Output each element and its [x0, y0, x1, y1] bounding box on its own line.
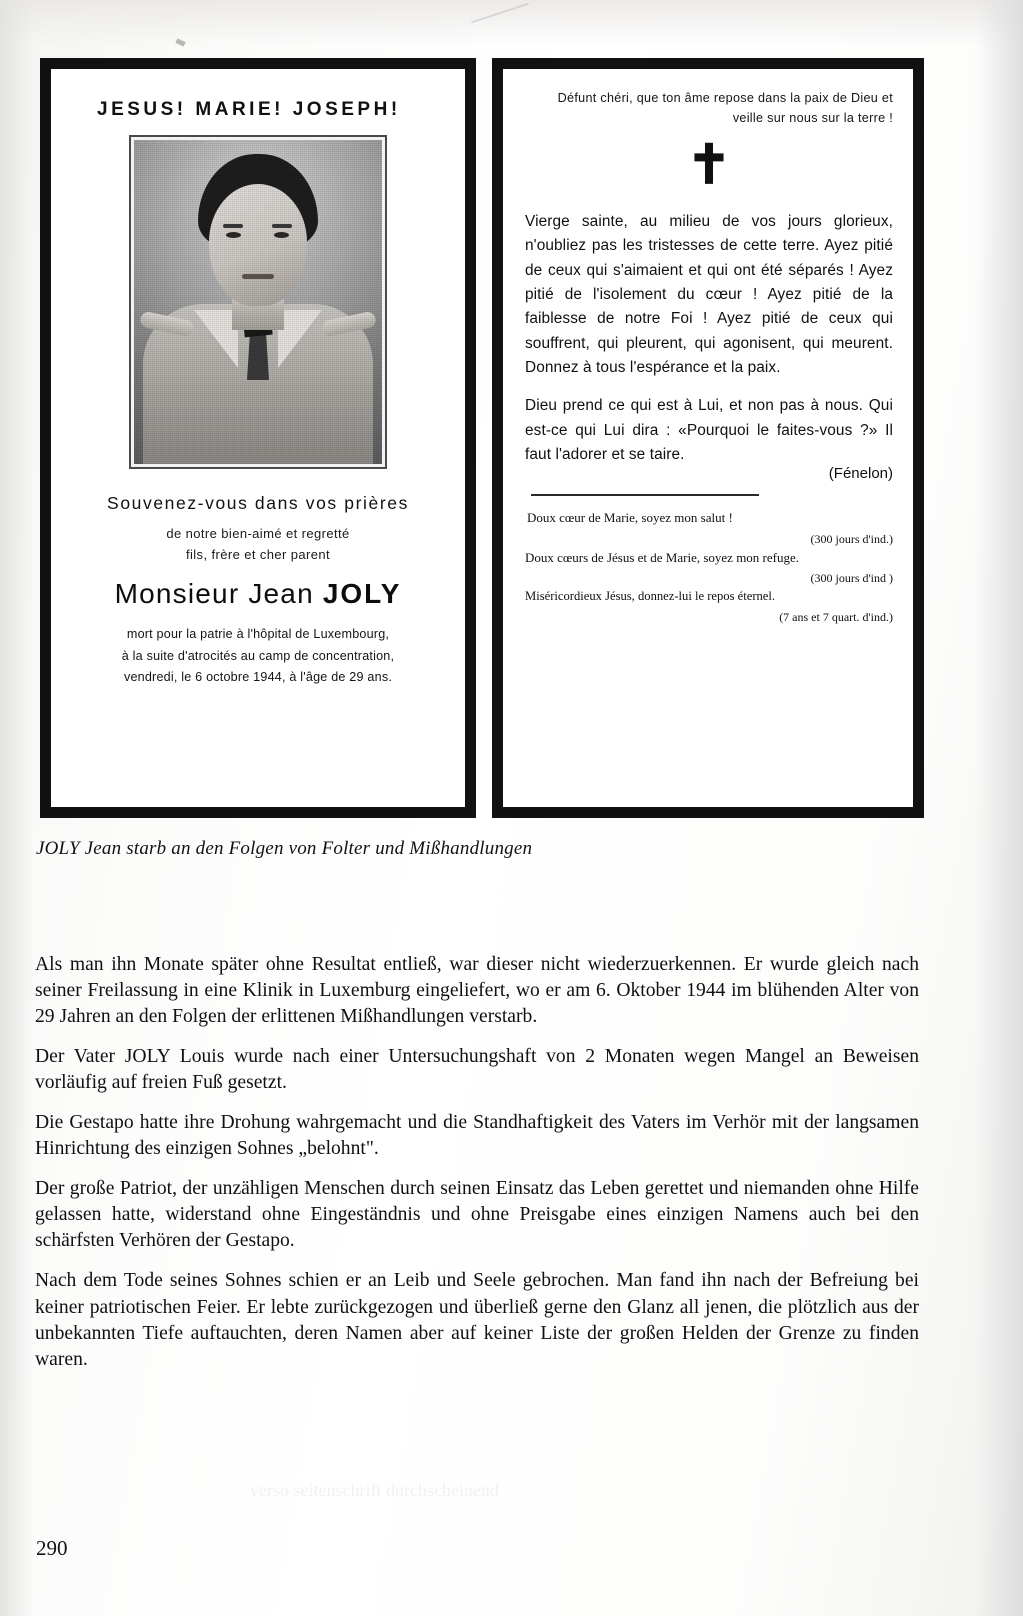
- portrait-epaulette-left: [139, 311, 195, 338]
- death-line-2: à la suite d'atrocités au camp de concentration,: [121, 648, 395, 663]
- figure-caption: JOLY Jean starb an den Folgen von Folter und Mißhandlungen: [36, 838, 533, 859]
- indulgence-note-1: (300 jours d'ind.): [810, 531, 893, 546]
- portrait-eye-left: [226, 232, 241, 238]
- death-line-3: vendredi, le 6 octobre 1944, à l'âge de 29 ans.: [123, 670, 393, 685]
- portrait-eyebrow-left: [223, 224, 243, 228]
- portrait-collar-right: [278, 310, 322, 368]
- body-paragraph: Als man ihn Monate später ohne Resultat entließ, war dieser nicht wiederzuerkennen. Er wurde gleich nach seiner Freilassung in eine Klinik in Luxemburg eingeliefert, wo er am 6. Oktober 1944 im blühenden Alter von 29 Jahren an den Folgen der erlittenen Mißhandlungen verstarb.: [35, 954, 919, 1028]
- indulgence-text-3: Miséricordieux Jésus, donnez-lui le repos éternel.: [525, 589, 776, 604]
- portrait-eye-right: [274, 232, 289, 238]
- page-number: 290: [36, 1536, 68, 1560]
- body-paragraph: Der große Patriot, der unzähligen Menschen durch seinen Einsatz das Leben gerettet und niemanden ohne Hilfe gelassen hatte, widerstand ohne Eingeständnis und ohne Preisgabe eines einzigen Namens auch bei den schärfsten Verhören der Gestapo.: [35, 1178, 919, 1252]
- indulgence-list: [525, 508, 893, 626]
- relation-line-2: fils, frère et cher parent: [185, 547, 331, 562]
- body-text: [35, 952, 919, 1373]
- scan-speck: [175, 38, 185, 46]
- portrait-face: [209, 184, 307, 306]
- card-header-invocation: JESUS! MARIE! JOSEPH!: [97, 99, 401, 120]
- cross-icon: ✝: [686, 135, 732, 196]
- portrait-mouth: [242, 274, 274, 279]
- death-details: [69, 624, 447, 689]
- body-paragraph: Der Vater JOLY Louis wurde nach einer Untersuchungshaft von 2 Monaten wegen Mangel an Beweisen vorläufig auf freien Fuß gesetzt.: [35, 1046, 919, 1094]
- portrait-hair: [198, 154, 318, 250]
- portrait-photo: [134, 140, 382, 464]
- prayer-text-2: Dieu prend ce qui est à Lui, et non pas à nous. Qui est-ce qui Lui dira : «Pourquoi le faites-vous ?» Il faut l'adorer et se taire.: [525, 397, 893, 463]
- scan-shading-top: [0, 0, 1023, 46]
- portrait-collar-left: [194, 310, 238, 368]
- deceased-name: [69, 578, 447, 610]
- indulgence-text-1: Doux cœur de Marie, soyez mon salut !: [527, 510, 733, 526]
- remember-in-prayers-line: Souvenez-vous dans vos prières: [107, 493, 409, 513]
- portrait-torso: [143, 304, 373, 464]
- body-paragraph: Die Gestapo hatte ihre Drohung wahrgemacht und die Standhaftigkeit des Vaters im Verhör mit der langsamen Hinrichtung des einzigen Sohnes „belohnt".: [35, 1112, 919, 1160]
- portrait-neck: [232, 298, 284, 330]
- indulgence-note-2: (300 jours d'ind ): [810, 571, 893, 586]
- prayer-text-1: Vierge sainte, au milieu de vos jours glorieux, n'oubliez pas les tristesses de cette terre. Ayez pitié de ceux qui s'aimaient et qui ont été séparés ! Ayez pitié de l'isolement du cœur ! Ayez pitié de la faiblesse de notre Foi ! Ayez pitié de ceux qui souffrent, qui pleurent, qui agonisent, qui meurent. Donnez à tous l'espérance et la paix.: [525, 213, 893, 376]
- indulgence-text-2: Doux cœurs de Jésus et de Marie, soyez mon refuge.: [525, 549, 800, 565]
- deceased-name-prefix: Monsieur Jean: [114, 578, 323, 609]
- portrait-epaulette-right: [321, 311, 377, 338]
- show-through-text: verso seitenschrift durchscheinend: [250, 1480, 499, 1500]
- portrait-frame: [129, 135, 387, 469]
- portrait-eyebrow-right: [272, 224, 292, 228]
- section-divider: [531, 494, 759, 496]
- death-line-1: mort pour la patrie à l'hôpital de Luxembourg,: [126, 627, 390, 641]
- relation-line-1: de notre bien-aimé et regretté: [166, 526, 350, 541]
- scan-shading-right: [975, 0, 1023, 1616]
- dedication-text: Défunt chéri, que ton âme repose dans la paix de Dieu et veille sur nous sur la terre !: [557, 91, 893, 125]
- deceased-surname: JOLY: [322, 578, 402, 609]
- prayer-attribution: (Fénelon): [828, 465, 893, 483]
- portrait-tie: [247, 310, 269, 380]
- body-paragraph: Nach dem Tode seines Sohnes schien er an Leib und Seele gebrochen. Man fand ihn nach der Befreiung bei keiner patriotischen Feier. Er lebte zurückgezogen und überließ gerne den Glanz all jenen, die plötzlich aus der unbekannten Tiefe auftauchten, deren Namen aber auf keiner Liste der großen Helden der Grenze zu finden waren.: [35, 1270, 919, 1370]
- memorial-card-left: [40, 58, 476, 818]
- memorial-card-right: [492, 58, 924, 818]
- indulgence-note-3: (7 ans et 7 quart. d'ind.): [779, 610, 893, 625]
- scan-shading-left: [0, 0, 34, 1616]
- memorial-card-pair: [40, 58, 925, 818]
- scan-speck: [471, 3, 529, 23]
- portrait-collar-insignia: [243, 321, 272, 338]
